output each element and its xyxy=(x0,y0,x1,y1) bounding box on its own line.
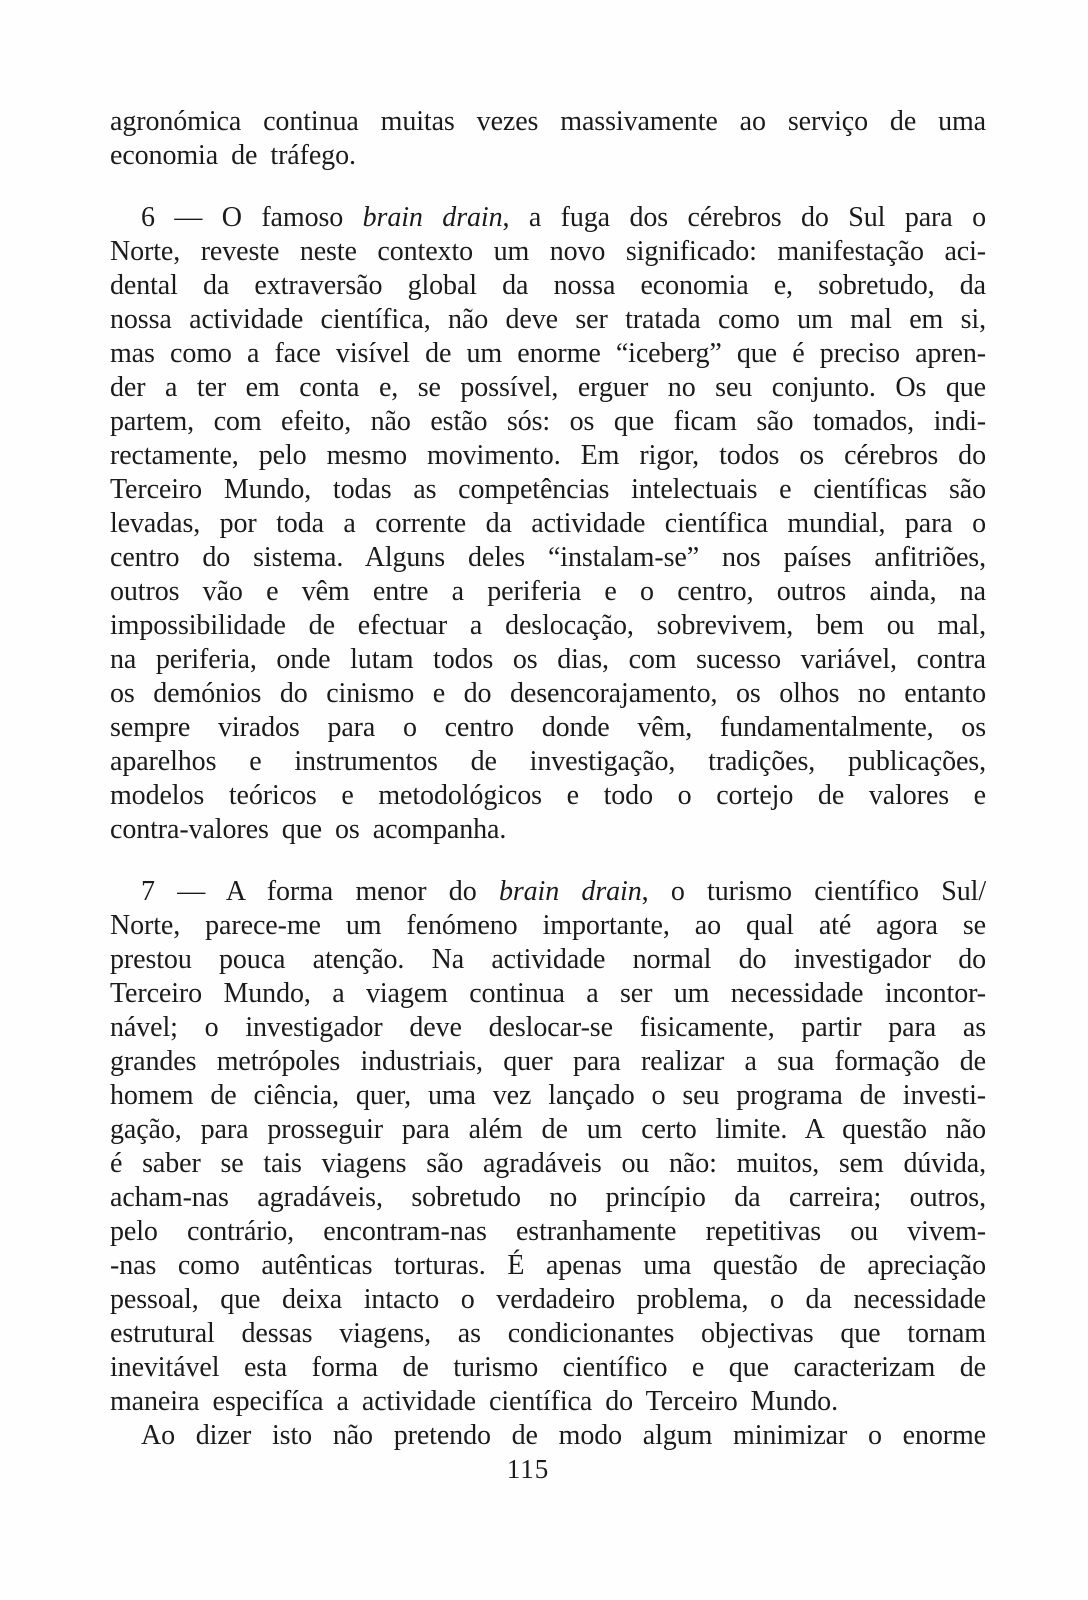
text-line: 7 — A forma menor do brain drain, o turismo científico Sul/ xyxy=(141,876,986,907)
text-line: estrutural dessas viagens, as condicionantes objectivas que tornam xyxy=(110,1318,986,1349)
paragraph-intro-continuation xyxy=(110,105,986,173)
page-number: 115 xyxy=(506,1454,550,1484)
text-line: Norte, reveste neste contexto um novo significado: manifestação aci- xyxy=(110,236,986,267)
text-line: prestou pouca atenção. Na actividade normal do investigador do xyxy=(110,944,986,975)
text-line: sempre virados para o centro donde vêm, fundamentalmente, os xyxy=(110,712,986,743)
text-line: nossa actividade científica, não deve ser tratada como um mal em si, xyxy=(110,304,986,335)
text-line: Terceiro Mundo, todas as competências intelectuais e científicas são xyxy=(110,474,986,505)
text-line: levadas, por toda a corrente da actividade científica mundial, para o xyxy=(110,508,986,539)
text-line: aparelhos e instrumentos de investigação, tradições, publicações, xyxy=(110,746,986,777)
text-line: acham-nas agradáveis, sobretudo no princípio da carreira; outros, xyxy=(110,1182,986,1213)
text-line: grandes metrópoles industriais, quer para realizar a sua formação de xyxy=(110,1046,986,1077)
text-line: -nas como autênticas torturas. É apenas uma questão de apreciação xyxy=(110,1250,986,1281)
text-line: economia de tráfego. xyxy=(110,140,356,171)
text-line: modelos teóricos e metodológicos e todo o cortejo de valores e xyxy=(110,780,986,811)
text-block xyxy=(110,105,986,1453)
paragraph-6-brain-drain xyxy=(110,201,986,847)
text-line: 6 — O famoso brain drain, a fuga dos cérebros do Sul para o xyxy=(141,202,986,233)
text-line: maneira especifíca a actividade científica do Terceiro Mundo. xyxy=(110,1386,838,1417)
text-line: homem de ciência, quer, uma vez lançado o seu programa de investi- xyxy=(110,1080,986,1111)
text-line: na periferia, onde lutam todos os dias, com sucesso variável, contra xyxy=(110,644,986,675)
text-line: inevitável esta forma de turismo científico e que caracterizam de xyxy=(110,1352,986,1383)
text-line: Norte, parece-me um fenómeno importante, ao qual até agora se xyxy=(110,910,986,941)
text-line: dental da extraversão global da nossa economia e, sobretudo, da xyxy=(110,270,986,301)
text-line: mas como a face visível de um enorme “iceberg” que é preciso apren- xyxy=(110,338,986,369)
text-line: partem, com efeito, não estão sós: os que ficam são tomados, indi- xyxy=(110,406,986,437)
text-line: gação, para prosseguir para além de um certo limite. A questão não xyxy=(110,1114,986,1145)
text-line: centro do sistema. Alguns deles “instalam-se” nos países anfitriões, xyxy=(110,542,986,573)
text-line: Ao dizer isto não pretendo de modo algum minimizar o enorme xyxy=(141,1420,986,1451)
text-line: pessoal, que deixa intacto o verdadeiro problema, o da necessidade xyxy=(110,1284,986,1315)
text-line: impossibilidade de efectuar a deslocação, sobrevivem, bem ou mal, xyxy=(110,610,986,641)
text-line: nável; o investigador deve deslocar-se fisicamente, partir para as xyxy=(110,1012,986,1043)
paragraph-closing-start xyxy=(110,1419,986,1453)
text-line: é saber se tais viagens são agradáveis ou não: muitos, sem dúvida, xyxy=(110,1148,986,1179)
text-line: Terceiro Mundo, a viagem continua a ser um necessidade incontor- xyxy=(110,978,986,1009)
text-line: outros vão e vêm entre a periferia e o centro, outros ainda, na xyxy=(110,576,986,607)
text-line: contra-valores que os acompanha. xyxy=(110,814,507,845)
text-line: os demónios do cinismo e do desencorajamento, os olhos no entanto xyxy=(110,678,986,709)
text-line: pelo contrário, encontram-nas estranhamente repetitivas ou vivem- xyxy=(110,1216,986,1247)
paragraph-7-turismo-cientifico xyxy=(110,875,986,1419)
text-line: rectamente, pelo mesmo movimento. Em rigor, todos os cérebros do xyxy=(110,440,986,471)
text-line: agronómica continua muitas vezes massivamente ao serviço de uma xyxy=(110,106,986,137)
text-line: der a ter em conta e, se possível, erguer no seu conjunto. Os que xyxy=(110,372,986,403)
